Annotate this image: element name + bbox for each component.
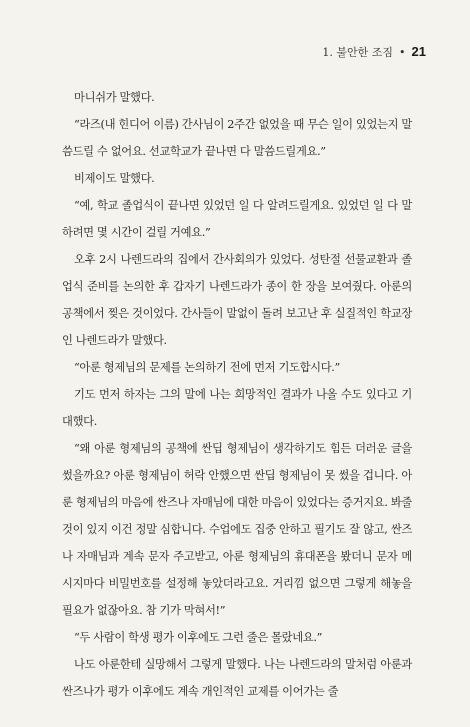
paragraph: “두 사람이 학생 평가 이후에도 그런 줄은 몰랐네요.” [74, 631, 323, 644]
paragraph: 기도 먼저 하자는 그의 말에 나는 희망적인 결과가 나올 수도 있다고 기대했다. [62, 388, 412, 428]
paragraph: 나도 아룬한테 실망해서 그렇게 말했다. 나는 나렌드라의 말처럼 아룬과 싼즈나가 평가 이후에도 계속 개인적인 교제를 이어가는 줄 [62, 658, 412, 698]
running-header [322, 44, 426, 60]
header-separator: • [399, 46, 406, 59]
paragraph: “예, 학교 졸업식이 끝나면 있었던 일 다 알려드릴게요. 있었던 일 다 말하려면 몇 시간이 걸릴 거예요.” [62, 199, 412, 239]
paragraph: 오후 2시 나렌드라의 집에서 간사회의가 있었다. 성탄절 선물교환과 졸업식 준비를 논의한 후 갑자기 나렌드라가 종이 한 장을 보여줬다. 아룬의 공책에서 찢은 것이었다. 간사들이 말없이 돌려 보고난 후 실질적인 학교장인 나렌드라가 말했다. [62, 253, 412, 347]
paragraph: “아룬 형제님의 문제를 논의하기 전에 먼저 기도합시다.” [74, 361, 340, 374]
paragraph: 마니쉬가 말했다. [74, 91, 155, 104]
paragraph: “왜 아룬 형제님의 공책에 싼딥 형제님이 생각하기도 힘든 더러운 글을 썼을까요? 아룬 형제님이 허락 안했으면 싼딥 형제님이 못 썼을 겁니다. 아룬 형제님의 마음에 싼즈나 자매님에 대한 마음이 있었다는 증거지요. 봐줄 것이 있지 이건 정말 심합니다. 수업에도 집중 안하고 필기도 잘 않고, 싼즈나 자매님과 계속 문자 주고받고, 아룬 형제님의 휴대폰을 봤더니 문자 메시지마다 비밀번호를 설정해 놓았더라고요. 거리낌 없으면 그렇게 해놓을 필요가 없잖아요. 참 기가 막혀서!” [62, 442, 412, 617]
page-number: 21 [411, 44, 426, 59]
paragraph: “라즈(내 힌디어 이름) 간사님이 2주간 없었을 때 무슨 일이 있었는지 말씀드릴 수 없어요. 선교학교가 끝나면 다 말씀드릴게요.” [62, 118, 412, 158]
body-text [62, 84, 412, 705]
chapter-title: 1. 불안한 조짐 [322, 46, 394, 59]
paragraph: 비제이도 말했다. [74, 172, 155, 185]
